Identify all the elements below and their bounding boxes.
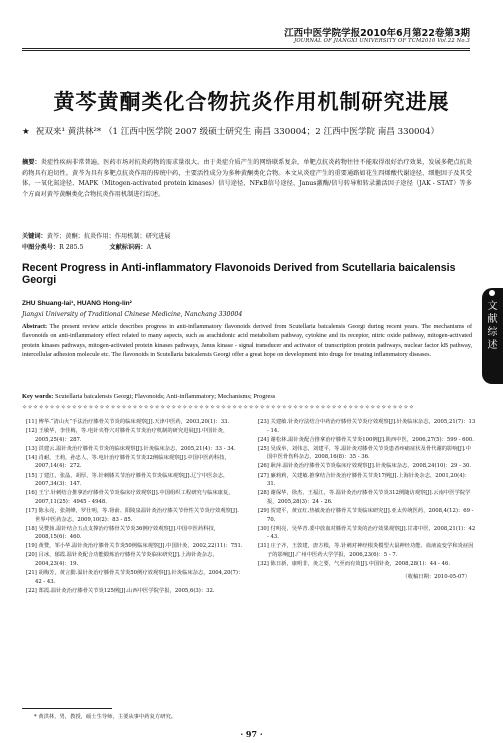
reference-item: [11] 傅华.“清山火”手法治疗膝骨关节炎的临床观察[J].天津中医药，2003,20(1)：33. <box>26 419 230 425</box>
reference-item: [19] 黄赞，邹小华.温针灸治疗膝骨关节炎50例临床观察[J].中国针灸，2002,22(11)：751. <box>26 543 243 550</box>
author-names-cn: 祝双来¹ 黄洪林²* <box>35 127 102 137</box>
reference-item: [32] 陈日新，康明非，灸之要，气至而有效[J].中国针灸，2008,28(1)：44 - 46. <box>258 561 451 567</box>
keywords-cn-text: 黄芩；黄酮；抗炎作用；作用机制；研究进展 <box>46 233 171 240</box>
section-divider: ✧✧✧✧✧✧✧✧✧✧✧✧✧✧✧✧✧✧✧✧✧✧✧✧✧✧✧✧✧✧✧✧✧✧✧✧✧✧✧✧✧✧✧✧✧✧✧✧✧✧✧✧✧✧✧✧✧✧✧✧✧✧✧✧✧✧✧✧✧✧✧ <box>22 404 415 411</box>
authors-cn <box>22 125 472 139</box>
reference-item: [24] 谢松林.温针灸配合推拿治疗膝骨关节炎100例[J].陕西中医，2006,27(5)：599 - 600. <box>258 436 474 443</box>
classification-label: 中图分类号： <box>22 244 60 251</box>
keywords-en <box>22 393 472 400</box>
reference-item: [28] 谢保华，徐杰，王福江，等.温针灸治疗膝骨关节炎312例随访观察[J].云南中医学院学报，2005,28(3)：24 - 26. <box>258 490 471 505</box>
header-rule <box>22 48 470 49</box>
classification-cn <box>22 242 472 251</box>
header-rule-thin <box>22 50 470 51</box>
abstract-en-text: The present review article describes progress in anti-inflammatory flavonoids derived from Scutellaria baicalensis Georgi during recent years. The mechanisms of flavonoids on anti-inflammatory effect related to many aspects, such as arachidonic acid metabolism pathway, cytokine and its receptor, nitric oxide pathway, mitogen-activated protein kinases pathways, mitogen-activated protein kinases pathways, Janus kinase - signal transducer and activator of transcription protein pathways, nuclear factor kB pathway, intercellular adhesion molecule etc. The flavonoids in Scutellaria baicalensis Georgi offer a great hope on development into drugs for treating inflammatory diseases. <box>22 323 473 358</box>
reference-item: [12] 王敏华，李佳梅，等.电针夹脊穴对膝骨关节炎治疗机制的研究进展[J].中国针灸，2005,25(4)：287. <box>26 428 229 443</box>
reference-item: [23] 关建敏.针灸疗法结合中药治疗膝骨关节炎疗效观察[J].针灸临床杂志，2005,21(7)：13 - 14. <box>258 419 476 434</box>
reference-item: [13] 洪建云.温针灸治疗膝骨关节炎的临床观察[J].针灸临床杂志，2005,21(4)：33 - 34. <box>26 445 236 452</box>
abstract-en-label: Abstract: <box>22 323 48 330</box>
classification-value: R 285.5 <box>59 244 84 251</box>
author-affiliations-cn: （1 江西中医学院 2007 级硕士研究生 南昌 330004；2 江西中医学院 南昌 330004） <box>103 127 440 137</box>
reference-item: [27] 廉莉莉，关建敏.推拿结合针灸治疗膝骨关节炎17例[J].上海针灸杂志，2001,20(4)：31. <box>258 472 470 488</box>
abstract-en <box>22 322 472 359</box>
abstract-cn-label: 摘要： <box>22 159 41 166</box>
reference-item: [26] 耿萍.温针灸治疗膝骨关节炎临床疗效观察[J].针灸临床杂志，2008,24(10)：29 - 30. <box>258 463 471 470</box>
journal-header-cn: 江西中医学院学报2010年6月第22卷第3期 <box>284 28 470 39</box>
article-title-cn: 黄芩黄酮类化合物抗炎作用机制研究进展 <box>53 90 450 114</box>
reference-item: [31] 庄子齐，王敦建，唐方根，等.针刺对神经根炎模型大鼠神经功能、血液流变学和炎症因子的影响[J].广州中医药大学学报，2006,23(6)：5 - 7. <box>258 543 474 558</box>
journal-header-en: JOURNAL OF JIANGXI UNIVERSITY OF TCM2010 Vol.22 No.3 <box>294 38 470 44</box>
star-icon: ★ <box>22 127 30 137</box>
article-title-en: Recent Progress in Anti-inflammatory Flavonoids Derived from Scutellaria baicalensis Georgi <box>22 262 456 286</box>
bullet-icon <box>489 290 495 296</box>
reference-item: [30] 付明亮，吴华青.委中放血对膝骨关节炎的治疗效果观察[J].甘肃中医，2008,21(1)：42 - 43. <box>258 525 476 541</box>
reference-item: [22] 郑霞.温针灸治疗膝骨关节炎125例[J].山西中医学院学报，2005,6(3)：32. <box>26 587 215 594</box>
side-tab-text <box>482 300 503 352</box>
doc-code-value: A <box>146 244 152 251</box>
keywords-cn <box>22 231 472 240</box>
side-tab-char: 述 <box>487 340 498 351</box>
footnote-rule <box>22 708 112 709</box>
abstract-cn-text: 炎症性疾病非常普遍，医药市场对抗炎药物的需求量很大。由于炎症介质产生的网络联系复杂，单靶点抗炎药物往往不能取得很好治疗效果，发展多靶点抗炎药物具有迫切性。黄芩为具有多靶点抗炎作用的传统中药，主要活性成分为多种黄酮类化合物。本文从炎症产生的重要通路如花生四烯酸代谢途径、细胞因子及其受体、一氧化氮途径、MAPK（Mitogen-activated protein kinases）信号途径、NFκB信号途径、Janus激酶/信号转导和转录激活因子途径（JAK - STAT）等多个方面对黄芩黄酮类化合物抗炎作用机制进行综述。 <box>22 159 473 198</box>
keywords-en-label: Key words: <box>22 393 54 400</box>
reference-item: [15] 丁建江，张晶，胡厚，等.针刺膝关节治疗膝骨关节炎临床观察[J].辽宁中医杂志，2007,34(3)：147. <box>26 472 229 488</box>
reference-item: [25] 吴成举，刘伟志，刘建平，等.温针灸对膝骨关节炎患者疼痛症状及骨代谢的影响[J].中国中医骨伤科杂志，2008,16(8)：35 - 36. <box>258 445 471 461</box>
reference-item: [17] 陈永亮，张剑峰，罗仕明，等.肾俞、阳陵泉温针灸治疗膝关节骨性关节炎疗效观察[J].世界中医药杂志，2009,10(2)：83 - 85. <box>26 507 239 523</box>
references-right-column <box>258 418 476 581</box>
reference-item: [16] 王宁.针刺结合推拿治疗膝骨关节炎临床疗效观察[J].中国组织工程研究与临床康复，2007,11(25)：4945 - 4948. <box>26 490 234 505</box>
reference-item: [21] 胡梅芳，黄言勤.温针灸治疗膝骨关节炎50例疗效观察[J].针灸临床杂志，2004,20(7)：42 - 43. <box>26 570 244 585</box>
affiliation-en: Jiangxi University of Traditional Chinese Medicine, Nanchang 330004 <box>22 311 243 318</box>
abstract-cn <box>22 158 472 200</box>
page-number: · 97 · <box>240 729 263 739</box>
references-left-column <box>26 418 244 596</box>
keywords-en-text: Scutellaria baicalensis Georgi; Flavonoids; Anti-inflammatory; Mechanisms; Progress <box>55 393 276 400</box>
keywords-cn-label: 关键词： <box>22 233 47 240</box>
authors-en: ZHU Shuang-lai¹, HUANG Hong-lin² <box>22 300 132 307</box>
footnote: * 黄洪林，男，教授，硕士生导师，主要从事中药复方研究。 <box>34 714 177 720</box>
reference-item: [20] 吕冰，郁霞.温针灸配合功能锻炼治疗膝骨关节炎临床研究[J].上海针灸杂志，2004,23(4)：19. <box>26 552 218 567</box>
doc-code-label: 文献标识码： <box>109 244 147 251</box>
reference-item: [29] 贺建平，黄宜红.热敏灸治疗膝骨关节炎临床研究[J].亚太传统医药，2008,4(12)：69 - 70. <box>258 507 474 523</box>
side-tab-char: 文 <box>487 301 498 312</box>
side-tab-char: 综 <box>487 327 498 338</box>
reference-item: [14] 肖耐，王莉，孙忠人，等.电针治疗膝骨关节炎32例临床观察[J].中国中医药科技，2007,14(4)：272. <box>26 454 230 470</box>
reference-item: [18] 吴赞扬.温针结合五点支撑治疗膝骨关节炎36例疗效观察[J].中国中医药科技，2008,15(6)：460. <box>26 525 220 541</box>
section-side-tab <box>482 288 503 384</box>
side-tab-char: 献 <box>487 314 498 325</box>
received-date: （收稿日期：2010-05-07） <box>402 573 470 580</box>
